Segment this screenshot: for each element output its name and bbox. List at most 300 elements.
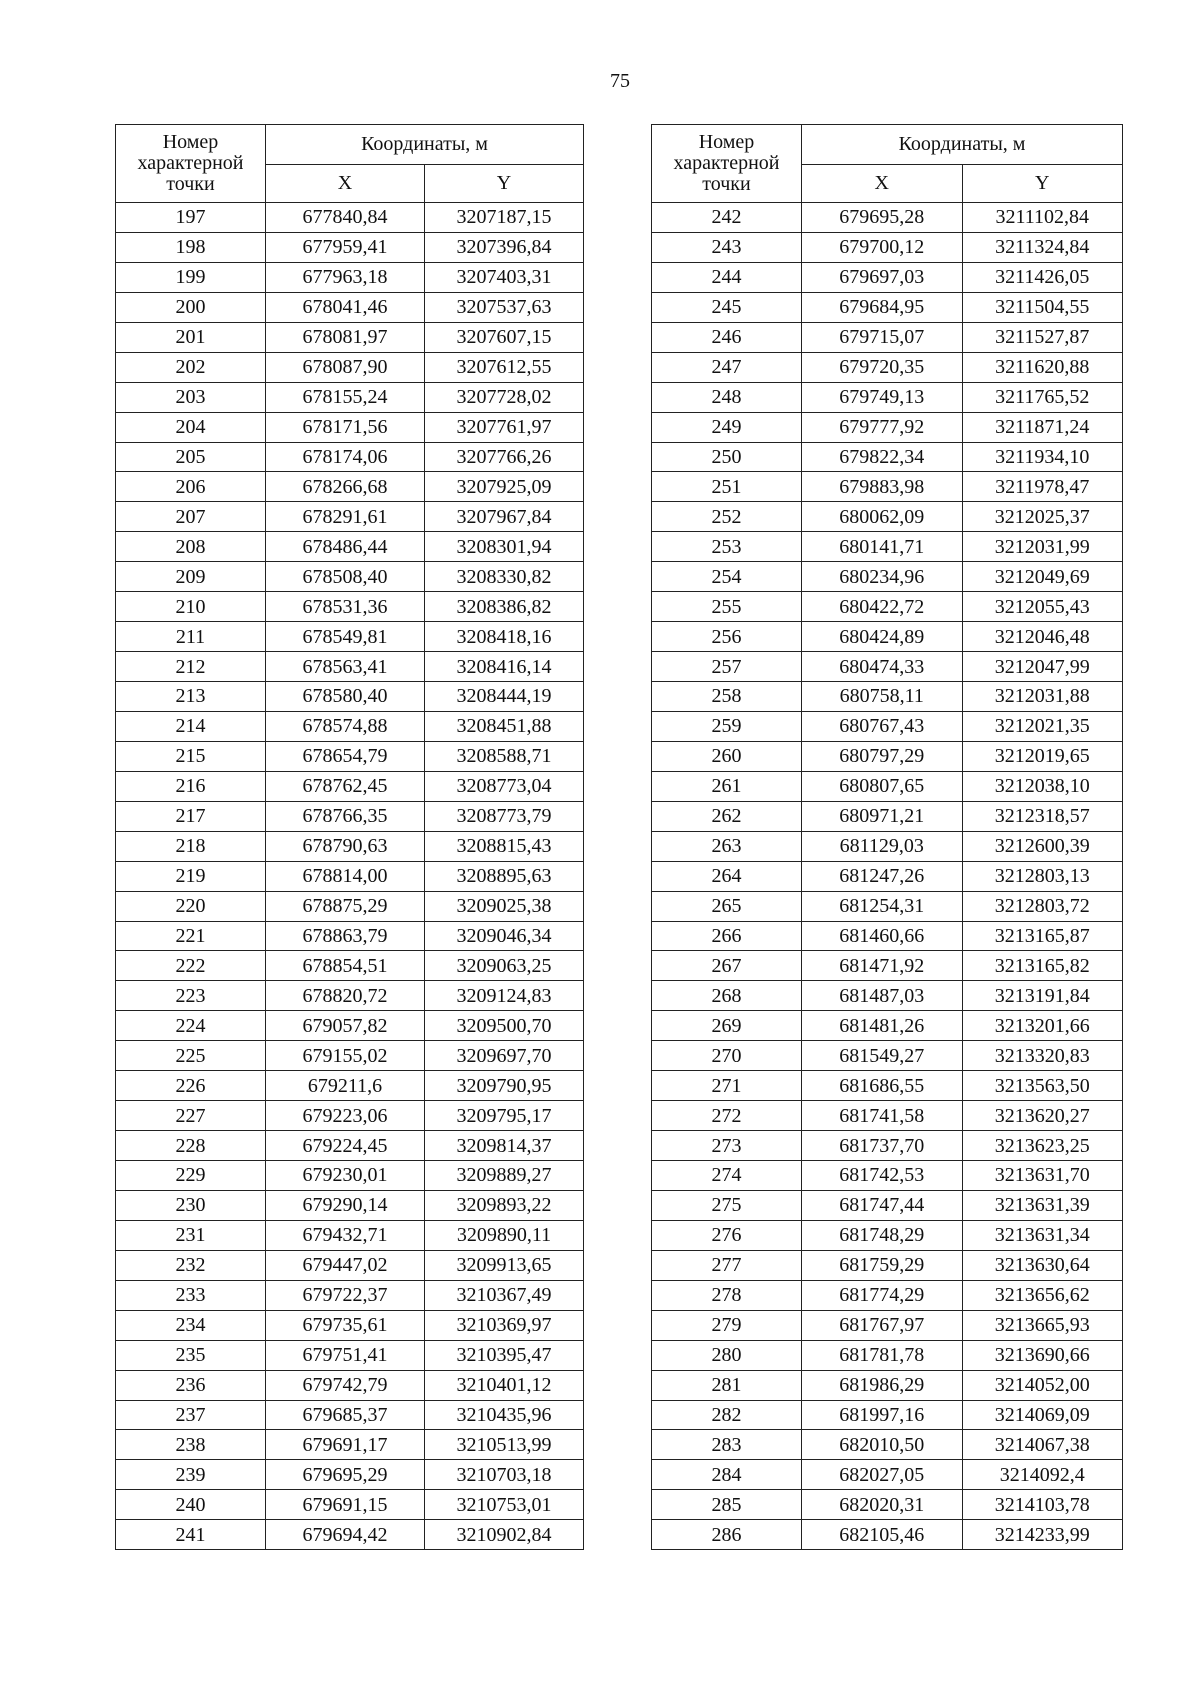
cell-x: 681741,58 xyxy=(802,1101,963,1131)
cell-y: 3210369,97 xyxy=(425,1310,584,1340)
cell-x: 679684,95 xyxy=(802,292,963,322)
cell-x: 681767,97 xyxy=(802,1310,963,1340)
table-row xyxy=(652,711,1123,741)
cell-y: 3213563,50 xyxy=(962,1071,1123,1101)
cell-point-number: 277 xyxy=(652,1250,802,1280)
coordinates-table-left xyxy=(115,124,584,1550)
cell-point-number: 229 xyxy=(116,1161,266,1191)
cell-point-number: 221 xyxy=(116,921,266,951)
cell-x: 678174,06 xyxy=(266,442,425,472)
cell-point-number: 276 xyxy=(652,1220,802,1250)
cell-point-number: 249 xyxy=(652,412,802,442)
cell-y: 3212803,72 xyxy=(962,891,1123,921)
cell-x: 677959,41 xyxy=(266,232,425,262)
table-row xyxy=(652,831,1123,861)
cell-y: 3210401,12 xyxy=(425,1370,584,1400)
table-row xyxy=(652,352,1123,382)
cell-y: 3214103,78 xyxy=(962,1490,1123,1520)
cell-point-number: 237 xyxy=(116,1400,266,1430)
header-x: X xyxy=(802,165,963,203)
cell-point-number: 239 xyxy=(116,1460,266,1490)
cell-point-number: 250 xyxy=(652,442,802,472)
table-row xyxy=(652,1011,1123,1041)
cell-y: 3213165,82 xyxy=(962,951,1123,981)
cell-x: 681549,27 xyxy=(802,1041,963,1071)
cell-x: 680234,96 xyxy=(802,562,963,592)
table-row xyxy=(116,1101,584,1131)
table-row xyxy=(652,1041,1123,1071)
table-row xyxy=(116,562,584,592)
cell-y: 3212600,39 xyxy=(962,831,1123,861)
table-row xyxy=(652,951,1123,981)
table-row xyxy=(652,1430,1123,1460)
cell-point-number: 269 xyxy=(652,1011,802,1041)
cell-x: 678041,46 xyxy=(266,292,425,322)
cell-point-number: 247 xyxy=(652,352,802,382)
cell-point-number: 238 xyxy=(116,1430,266,1460)
cell-x: 679742,79 xyxy=(266,1370,425,1400)
table-row xyxy=(652,232,1123,262)
cell-x: 679751,41 xyxy=(266,1340,425,1370)
cell-point-number: 285 xyxy=(652,1490,802,1520)
cell-x: 679691,15 xyxy=(266,1490,425,1520)
cell-point-number: 208 xyxy=(116,532,266,562)
cell-point-number: 225 xyxy=(116,1041,266,1071)
cell-x: 681742,53 xyxy=(802,1161,963,1191)
cell-x: 680767,43 xyxy=(802,711,963,741)
table-row xyxy=(116,1041,584,1071)
cell-x: 678580,40 xyxy=(266,682,425,712)
cell-x: 681460,66 xyxy=(802,921,963,951)
cell-y: 3207766,26 xyxy=(425,442,584,472)
cell-y: 3213320,83 xyxy=(962,1041,1123,1071)
cell-x: 679700,12 xyxy=(802,232,963,262)
cell-y: 3211978,47 xyxy=(962,472,1123,502)
cell-point-number: 227 xyxy=(116,1101,266,1131)
cell-x: 681686,55 xyxy=(802,1071,963,1101)
cell-x: 681254,31 xyxy=(802,891,963,921)
cell-y: 3213631,70 xyxy=(962,1161,1123,1191)
cell-y: 3214052,00 xyxy=(962,1370,1123,1400)
cell-x: 678081,97 xyxy=(266,322,425,352)
cell-y: 3207967,84 xyxy=(425,502,584,532)
cell-y: 3207403,31 xyxy=(425,262,584,292)
header-coordinates: Координаты, м xyxy=(266,125,584,165)
cell-y: 3212021,35 xyxy=(962,711,1123,741)
cell-y: 3212047,99 xyxy=(962,652,1123,682)
cell-point-number: 264 xyxy=(652,861,802,891)
cell-y: 3209913,65 xyxy=(425,1250,584,1280)
cell-y: 3208773,79 xyxy=(425,801,584,831)
cell-y: 3209124,83 xyxy=(425,981,584,1011)
table-row xyxy=(116,1190,584,1220)
cell-point-number: 273 xyxy=(652,1131,802,1161)
cell-point-number: 270 xyxy=(652,1041,802,1071)
table-row xyxy=(652,442,1123,472)
cell-x: 678820,72 xyxy=(266,981,425,1011)
cell-y: 3214067,38 xyxy=(962,1430,1123,1460)
table-row xyxy=(116,861,584,891)
cell-y: 3210395,47 xyxy=(425,1340,584,1370)
cell-point-number: 218 xyxy=(116,831,266,861)
table-row xyxy=(652,382,1123,412)
table-row xyxy=(116,831,584,861)
cell-x: 678766,35 xyxy=(266,801,425,831)
table-row xyxy=(116,981,584,1011)
cell-x: 680424,89 xyxy=(802,622,963,652)
table-row xyxy=(652,1071,1123,1101)
cell-x: 679230,01 xyxy=(266,1161,425,1191)
table-row xyxy=(652,1490,1123,1520)
table-row xyxy=(652,1250,1123,1280)
cell-y: 3207187,15 xyxy=(425,203,584,233)
cell-x: 678266,68 xyxy=(266,472,425,502)
cell-x: 679777,92 xyxy=(802,412,963,442)
cell-y: 3209889,27 xyxy=(425,1161,584,1191)
cell-y: 3208301,94 xyxy=(425,532,584,562)
cell-point-number: 246 xyxy=(652,322,802,352)
cell-y: 3208330,82 xyxy=(425,562,584,592)
cell-y: 3207607,15 xyxy=(425,322,584,352)
cell-point-number: 198 xyxy=(116,232,266,262)
cell-y: 3211934,10 xyxy=(962,442,1123,472)
cell-x: 681759,29 xyxy=(802,1250,963,1280)
header-point-number: Номер характерной точки xyxy=(652,125,802,203)
table-row xyxy=(116,532,584,562)
cell-x: 679224,45 xyxy=(266,1131,425,1161)
cell-y: 3210367,49 xyxy=(425,1280,584,1310)
cell-x: 679691,17 xyxy=(266,1430,425,1460)
table-row xyxy=(116,1310,584,1340)
cell-point-number: 275 xyxy=(652,1190,802,1220)
cell-x: 680422,72 xyxy=(802,592,963,622)
cell-y: 3213165,87 xyxy=(962,921,1123,951)
cell-point-number: 211 xyxy=(116,622,266,652)
header-coordinates: Координаты, м xyxy=(802,125,1123,165)
cell-point-number: 201 xyxy=(116,322,266,352)
table-row xyxy=(116,592,584,622)
cell-point-number: 279 xyxy=(652,1310,802,1340)
cell-y: 3208451,88 xyxy=(425,711,584,741)
table-row xyxy=(116,951,584,981)
table-row xyxy=(652,771,1123,801)
cell-point-number: 254 xyxy=(652,562,802,592)
cell-y: 3209697,70 xyxy=(425,1041,584,1071)
cell-x: 679735,61 xyxy=(266,1310,425,1340)
table-row xyxy=(652,322,1123,352)
table-row xyxy=(652,1460,1123,1490)
table-row xyxy=(116,502,584,532)
cell-x: 681487,03 xyxy=(802,981,963,1011)
cell-y: 3207925,09 xyxy=(425,472,584,502)
table-row xyxy=(652,801,1123,831)
cell-point-number: 283 xyxy=(652,1430,802,1460)
cell-x: 678654,79 xyxy=(266,741,425,771)
page-number: 75 xyxy=(610,70,630,92)
header-y: Y xyxy=(962,165,1123,203)
cell-y: 3211504,55 xyxy=(962,292,1123,322)
table-row xyxy=(116,771,584,801)
cell-y: 3213631,39 xyxy=(962,1190,1123,1220)
cell-y: 3209046,34 xyxy=(425,921,584,951)
cell-x: 679290,14 xyxy=(266,1190,425,1220)
cell-point-number: 199 xyxy=(116,262,266,292)
cell-x: 679223,06 xyxy=(266,1101,425,1131)
cell-x: 681997,16 xyxy=(802,1400,963,1430)
cell-y: 3208588,71 xyxy=(425,741,584,771)
cell-point-number: 251 xyxy=(652,472,802,502)
table-row xyxy=(652,532,1123,562)
cell-point-number: 223 xyxy=(116,981,266,1011)
cell-y: 3208418,16 xyxy=(425,622,584,652)
cell-y: 3212019,65 xyxy=(962,741,1123,771)
table-row xyxy=(116,1280,584,1310)
cell-y: 3209795,17 xyxy=(425,1101,584,1131)
table-row xyxy=(652,1190,1123,1220)
cell-x: 680807,65 xyxy=(802,771,963,801)
cell-y: 3212055,43 xyxy=(962,592,1123,622)
table-row xyxy=(116,1220,584,1250)
table-row xyxy=(652,622,1123,652)
table-row xyxy=(116,1490,584,1520)
cell-point-number: 282 xyxy=(652,1400,802,1430)
cell-point-number: 219 xyxy=(116,861,266,891)
cell-point-number: 280 xyxy=(652,1340,802,1370)
table-row xyxy=(652,1101,1123,1131)
cell-y: 3207537,63 xyxy=(425,292,584,322)
cell-x: 682027,05 xyxy=(802,1460,963,1490)
cell-point-number: 262 xyxy=(652,801,802,831)
cell-x: 678762,45 xyxy=(266,771,425,801)
table-row xyxy=(116,1071,584,1101)
table-row xyxy=(116,203,584,233)
cell-y: 3209063,25 xyxy=(425,951,584,981)
cell-x: 680141,71 xyxy=(802,532,963,562)
table-row xyxy=(116,292,584,322)
table-row xyxy=(652,412,1123,442)
cell-point-number: 248 xyxy=(652,382,802,412)
cell-point-number: 261 xyxy=(652,771,802,801)
cell-point-number: 205 xyxy=(116,442,266,472)
cell-x: 678508,40 xyxy=(266,562,425,592)
cell-y: 3209890,11 xyxy=(425,1220,584,1250)
cell-x: 680474,33 xyxy=(802,652,963,682)
table-row xyxy=(652,203,1123,233)
cell-y: 3213620,27 xyxy=(962,1101,1123,1131)
table-row xyxy=(116,1250,584,1280)
cell-point-number: 240 xyxy=(116,1490,266,1520)
cell-point-number: 228 xyxy=(116,1131,266,1161)
cell-point-number: 266 xyxy=(652,921,802,951)
cell-point-number: 207 xyxy=(116,502,266,532)
cell-y: 3209500,70 xyxy=(425,1011,584,1041)
table-row xyxy=(116,232,584,262)
cell-y: 3214233,99 xyxy=(962,1520,1123,1550)
cell-x: 680758,11 xyxy=(802,682,963,712)
table-row xyxy=(116,442,584,472)
cell-x: 678875,29 xyxy=(266,891,425,921)
cell-point-number: 215 xyxy=(116,741,266,771)
cell-point-number: 252 xyxy=(652,502,802,532)
cell-y: 3208416,14 xyxy=(425,652,584,682)
cell-point-number: 259 xyxy=(652,711,802,741)
cell-y: 3210513,99 xyxy=(425,1430,584,1460)
cell-y: 3209893,22 xyxy=(425,1190,584,1220)
cell-point-number: 224 xyxy=(116,1011,266,1041)
table-body xyxy=(116,203,584,1550)
cell-point-number: 197 xyxy=(116,203,266,233)
cell-x: 681747,44 xyxy=(802,1190,963,1220)
cell-point-number: 200 xyxy=(116,292,266,322)
header-x: X xyxy=(266,165,425,203)
cell-y: 3209814,37 xyxy=(425,1131,584,1161)
cell-y: 3210753,01 xyxy=(425,1490,584,1520)
cell-y: 3212031,88 xyxy=(962,682,1123,712)
table-row xyxy=(116,891,584,921)
cell-y: 3212049,69 xyxy=(962,562,1123,592)
table-row xyxy=(652,592,1123,622)
cell-x: 681471,92 xyxy=(802,951,963,981)
coordinates-table-right xyxy=(651,124,1123,1550)
cell-y: 3213631,34 xyxy=(962,1220,1123,1250)
table-row xyxy=(116,682,584,712)
cell-point-number: 260 xyxy=(652,741,802,771)
cell-x: 677963,18 xyxy=(266,262,425,292)
cell-point-number: 272 xyxy=(652,1101,802,1131)
cell-x: 679211,6 xyxy=(266,1071,425,1101)
cell-point-number: 271 xyxy=(652,1071,802,1101)
table-row xyxy=(116,711,584,741)
cell-point-number: 235 xyxy=(116,1340,266,1370)
cell-y: 3213623,25 xyxy=(962,1131,1123,1161)
cell-y: 3210435,96 xyxy=(425,1400,584,1430)
table-row xyxy=(652,921,1123,951)
cell-point-number: 281 xyxy=(652,1370,802,1400)
cell-x: 682010,50 xyxy=(802,1430,963,1460)
table-row xyxy=(652,1310,1123,1340)
cell-y: 3213191,84 xyxy=(962,981,1123,1011)
table-row xyxy=(116,1340,584,1370)
cell-y: 3207761,97 xyxy=(425,412,584,442)
cell-point-number: 226 xyxy=(116,1071,266,1101)
table-row xyxy=(116,412,584,442)
cell-x: 681129,03 xyxy=(802,831,963,861)
cell-point-number: 268 xyxy=(652,981,802,1011)
cell-x: 679057,82 xyxy=(266,1011,425,1041)
cell-x: 679685,37 xyxy=(266,1400,425,1430)
cell-y: 3212038,10 xyxy=(962,771,1123,801)
cell-y: 3212318,57 xyxy=(962,801,1123,831)
cell-point-number: 220 xyxy=(116,891,266,921)
cell-point-number: 256 xyxy=(652,622,802,652)
cell-x: 678563,41 xyxy=(266,652,425,682)
cell-y: 3214069,09 xyxy=(962,1400,1123,1430)
cell-x: 678155,24 xyxy=(266,382,425,412)
cell-point-number: 204 xyxy=(116,412,266,442)
cell-y: 3208444,19 xyxy=(425,682,584,712)
cell-y: 3213690,66 xyxy=(962,1340,1123,1370)
table-row xyxy=(116,652,584,682)
table-row xyxy=(652,1370,1123,1400)
cell-x: 679432,71 xyxy=(266,1220,425,1250)
cell-point-number: 257 xyxy=(652,652,802,682)
cell-y: 3209790,95 xyxy=(425,1071,584,1101)
cell-x: 679155,02 xyxy=(266,1041,425,1071)
cell-y: 3208773,04 xyxy=(425,771,584,801)
cell-point-number: 245 xyxy=(652,292,802,322)
table-row xyxy=(652,981,1123,1011)
table-row xyxy=(116,622,584,652)
cell-x: 680971,21 xyxy=(802,801,963,831)
cell-y: 3210703,18 xyxy=(425,1460,584,1490)
cell-point-number: 206 xyxy=(116,472,266,502)
table-row xyxy=(116,921,584,951)
table-row xyxy=(116,1370,584,1400)
cell-x: 681748,29 xyxy=(802,1220,963,1250)
table-row xyxy=(116,801,584,831)
cell-x: 680797,29 xyxy=(802,741,963,771)
cell-point-number: 232 xyxy=(116,1250,266,1280)
cell-x: 681781,78 xyxy=(802,1340,963,1370)
cell-y: 3211871,24 xyxy=(962,412,1123,442)
cell-y: 3208815,43 xyxy=(425,831,584,861)
table-row xyxy=(652,1340,1123,1370)
table-row xyxy=(116,262,584,292)
table-row xyxy=(116,352,584,382)
cell-x: 679697,03 xyxy=(802,262,963,292)
cell-point-number: 214 xyxy=(116,711,266,741)
cell-y: 3208386,82 xyxy=(425,592,584,622)
cell-y: 3212025,37 xyxy=(962,502,1123,532)
table-row xyxy=(652,1161,1123,1191)
table-row xyxy=(652,562,1123,592)
cell-x: 679694,42 xyxy=(266,1520,425,1550)
cell-x: 679822,34 xyxy=(802,442,963,472)
cell-x: 679695,29 xyxy=(266,1460,425,1490)
cell-x: 681986,29 xyxy=(802,1370,963,1400)
cell-x: 678790,63 xyxy=(266,831,425,861)
table-row xyxy=(116,1011,584,1041)
cell-x: 678531,36 xyxy=(266,592,425,622)
cell-x: 678863,79 xyxy=(266,921,425,951)
cell-point-number: 210 xyxy=(116,592,266,622)
cell-x: 679722,37 xyxy=(266,1280,425,1310)
cell-point-number: 213 xyxy=(116,682,266,712)
cell-x: 678087,90 xyxy=(266,352,425,382)
cell-x: 681247,26 xyxy=(802,861,963,891)
table-row xyxy=(652,741,1123,771)
cell-point-number: 216 xyxy=(116,771,266,801)
header-point-number: Номер характерной точки xyxy=(116,125,266,203)
cell-point-number: 222 xyxy=(116,951,266,981)
cell-point-number: 202 xyxy=(116,352,266,382)
table-row xyxy=(116,472,584,502)
table-row xyxy=(652,292,1123,322)
cell-point-number: 258 xyxy=(652,682,802,712)
table-body xyxy=(652,203,1123,1550)
cell-y: 3213201,66 xyxy=(962,1011,1123,1041)
cell-y: 3208895,63 xyxy=(425,861,584,891)
cell-y: 3211324,84 xyxy=(962,232,1123,262)
table-row xyxy=(116,741,584,771)
cell-point-number: 286 xyxy=(652,1520,802,1550)
cell-y: 3211426,05 xyxy=(962,262,1123,292)
cell-x: 679695,28 xyxy=(802,203,963,233)
table-row xyxy=(652,472,1123,502)
table-row xyxy=(652,262,1123,292)
cell-point-number: 274 xyxy=(652,1161,802,1191)
table-row xyxy=(116,1131,584,1161)
